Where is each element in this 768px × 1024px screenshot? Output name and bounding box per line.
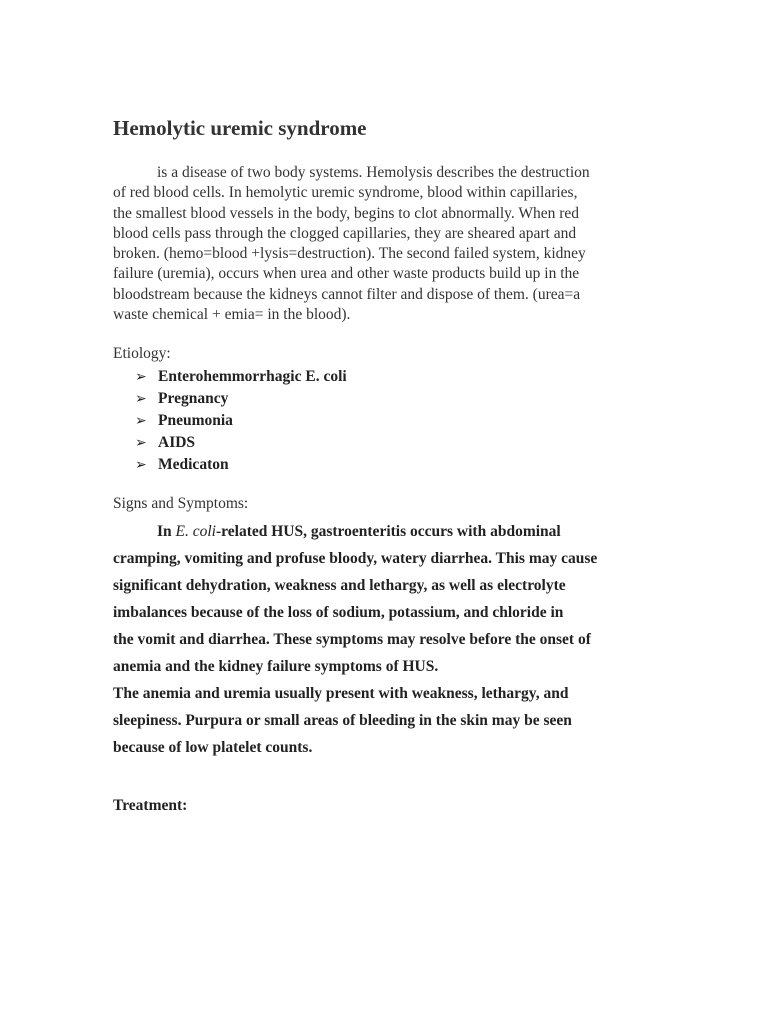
etiology-item-label: Pregnancy [158, 390, 229, 407]
treatment-heading: Treatment: [113, 797, 188, 814]
etiology-item-label: Medicaton [158, 456, 229, 473]
signs-line: imbalances because of the loss of sodium, potassium, and chloride in [113, 604, 564, 621]
signs-line: sleepiness. Purpura or small areas of bleeding in the skin may be seen [113, 712, 572, 729]
list-item [135, 410, 347, 432]
etiology-item-label: AIDS [158, 434, 196, 451]
arrow-bullet-icon: ➢ [135, 391, 147, 407]
etiology-list [135, 366, 347, 476]
signs-paragraph [113, 518, 658, 761]
list-item [135, 454, 347, 476]
list-item [135, 432, 347, 454]
etiology-heading: Etiology: [113, 345, 171, 362]
signs-line-italic: E. coli [175, 523, 216, 540]
intro-line: waste chemical + emia= in the blood). [113, 306, 351, 324]
list-item [135, 366, 347, 388]
intro-paragraph [113, 163, 658, 325]
intro-line: of red blood cells. In hemolytic uremic syndrome, blood within capillaries, [113, 184, 578, 202]
signs-line: significant dehydration, weakness and lethargy, as well as electrolyte [113, 577, 566, 594]
etiology-item-label: Pneumonia [158, 412, 233, 429]
document-title: Hemolytic uremic syndrome [113, 116, 367, 140]
arrow-bullet-icon: ➢ [135, 457, 147, 473]
arrow-bullet-icon: ➢ [135, 413, 147, 429]
signs-heading: Signs and Symptoms: [113, 495, 249, 512]
signs-line: The anemia and uremia usually present with weakness, lethargy, and [113, 685, 569, 702]
intro-line: broken. (hemo=blood +lysis=destruction). The second failed system, kidney [113, 245, 586, 263]
arrow-bullet-icon: ➢ [135, 369, 147, 385]
signs-line: cramping, vomiting and profuse bloody, watery diarrhea. This may cause [113, 550, 598, 567]
intro-line: bloodstream because the kidneys cannot filter and dispose of them. (urea=a [113, 285, 581, 303]
intro-line: failure (uremia), occurs when urea and other waste products build up in the [113, 265, 580, 283]
signs-line: anemia and the kidney failure symptoms of HUS. [113, 658, 439, 675]
list-item [135, 388, 347, 410]
intro-line: the smallest blood vessels in the body, begins to clot abnormally. When red [113, 204, 580, 222]
signs-line: because of low platelet counts. [113, 739, 313, 756]
signs-line: the vomit and diarrhea. These symptoms may resolve before the onset of [113, 631, 591, 648]
signs-line-rest: -related HUS, gastroenteritis occurs with abdominal [216, 523, 561, 540]
signs-line-prefix: In [157, 523, 176, 540]
etiology-item-label: Enterohemmorrhagic E. coli [158, 368, 347, 385]
signs-line [113, 518, 658, 545]
intro-line: is a disease of two body systems. Hemolysis describes the destruction [157, 164, 590, 181]
arrow-bullet-icon: ➢ [135, 435, 147, 451]
intro-line: blood cells pass through the clogged capillaries, they are sheared apart and [113, 224, 577, 242]
